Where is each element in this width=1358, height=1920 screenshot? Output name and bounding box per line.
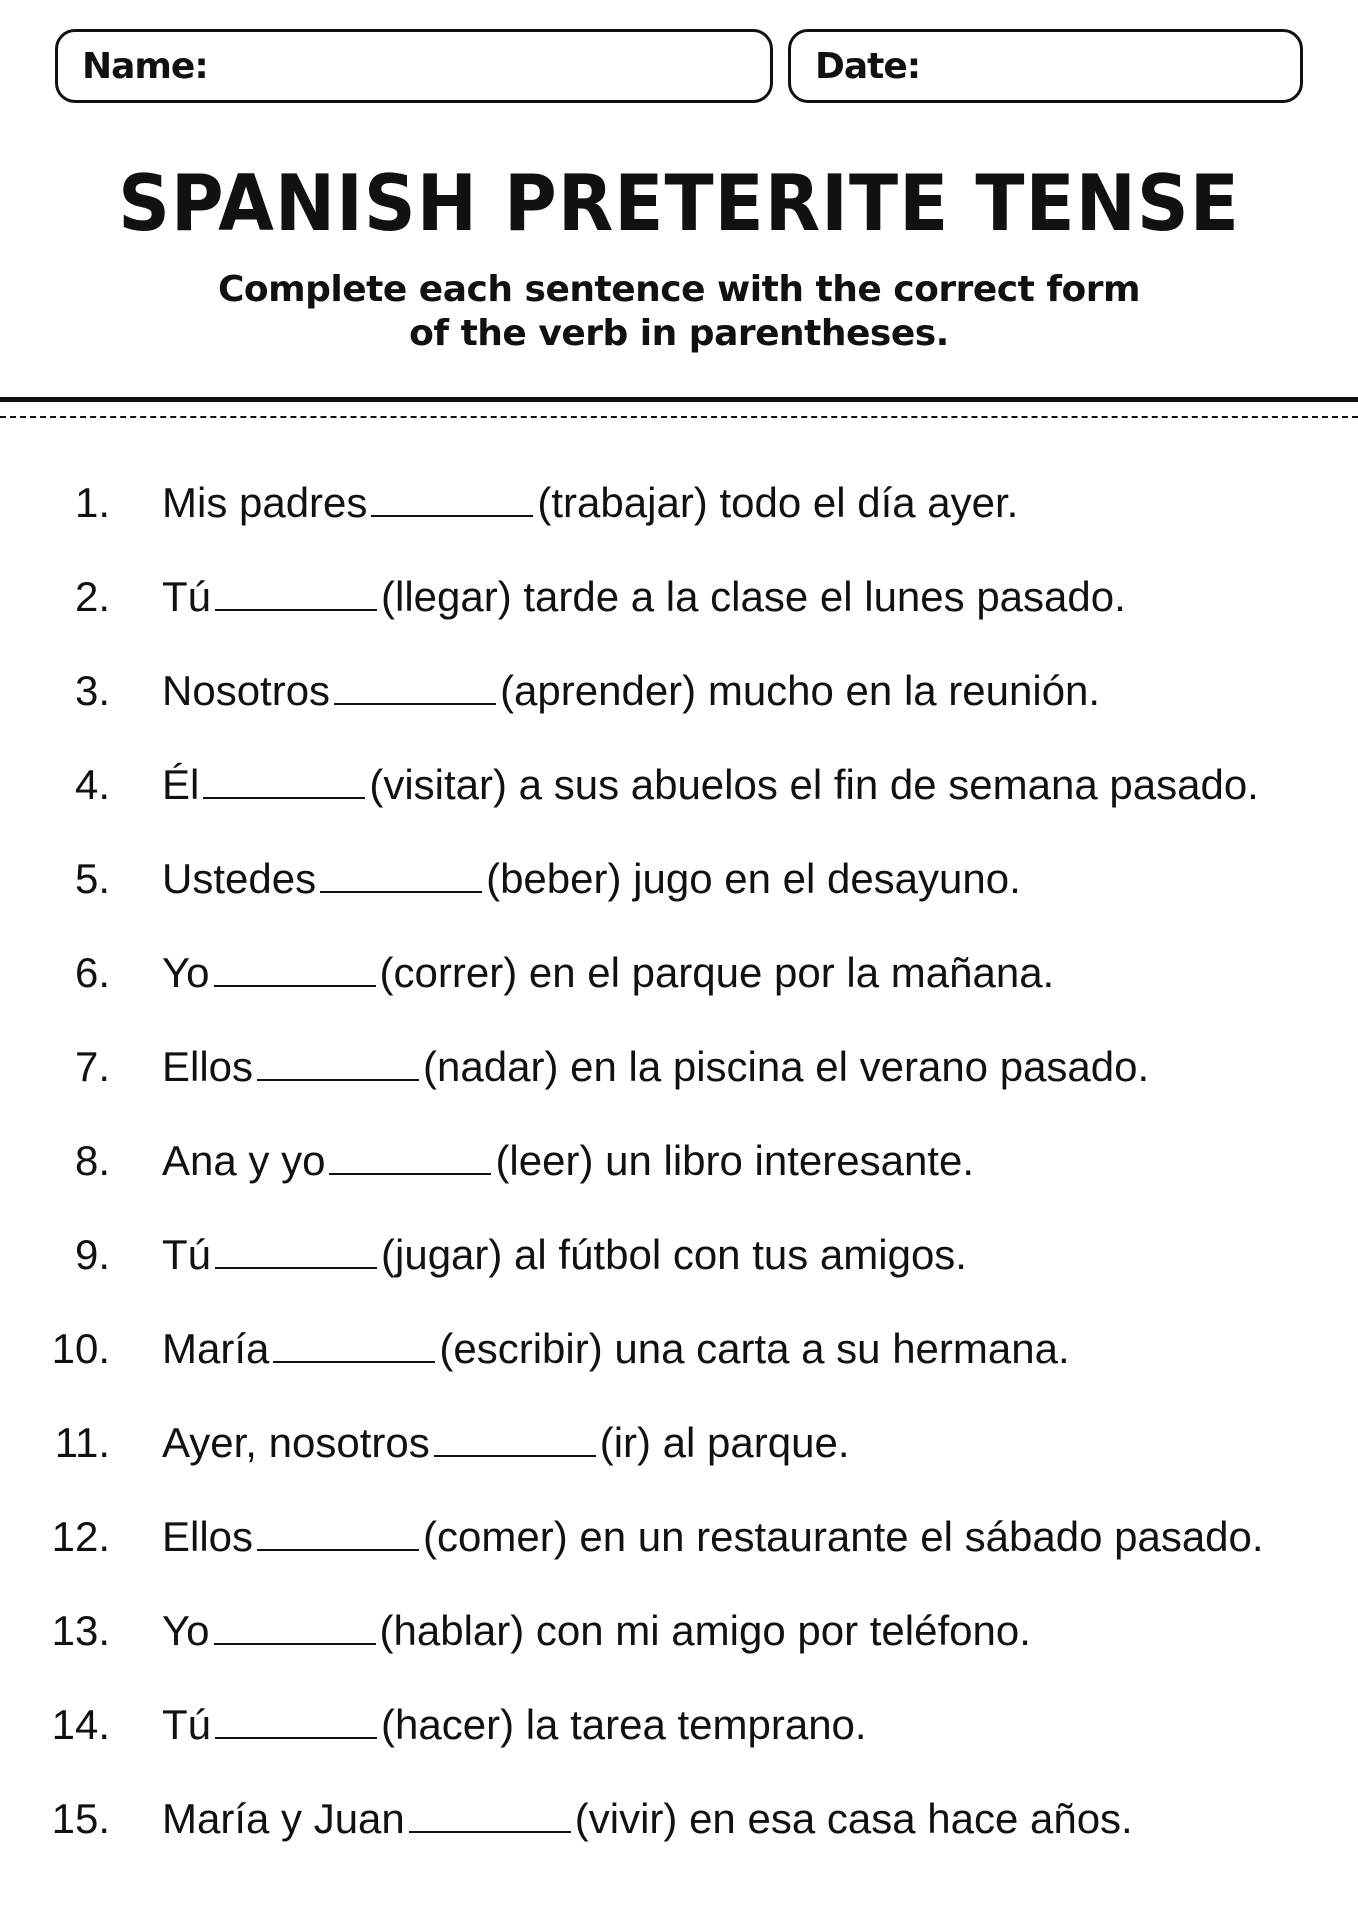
question-item	[0, 1227, 1358, 1321]
sentence-subject: Ayer, nosotros	[162, 1419, 430, 1466]
sentence-subject: Ustedes	[162, 855, 317, 902]
question-item	[0, 1603, 1358, 1697]
question-number: 12.	[51, 1513, 110, 1560]
sentence-subject: Nosotros	[162, 667, 331, 714]
answer-blank[interactable]	[334, 663, 496, 705]
sentence-rest: (ir) al parque.	[599, 1419, 850, 1466]
question-sentence	[162, 1603, 1031, 1659]
question-number: 2.	[74, 573, 110, 620]
sentence-rest: (jugar) al fútbol con tus amigos.	[381, 1231, 967, 1278]
sentence-rest: (comer) en un restaurante el sábado pasado.	[423, 1513, 1264, 1560]
question-number: 6.	[74, 949, 110, 996]
answer-blank[interactable]	[273, 1321, 435, 1363]
dashed-divider	[0, 416, 1358, 418]
sentence-subject: María y Juan	[162, 1795, 405, 1842]
answer-blank[interactable]	[409, 1791, 571, 1833]
question-number: 5.	[74, 855, 110, 902]
sentence-subject: Ellos	[162, 1513, 254, 1560]
answer-blank[interactable]	[434, 1415, 596, 1457]
answer-blank[interactable]	[215, 1227, 377, 1269]
sentence-rest: (leer) un libro interesante.	[495, 1137, 975, 1184]
date-label: Date:	[815, 45, 921, 87]
question-item	[0, 1039, 1358, 1133]
sentence-subject: Yo	[162, 949, 210, 996]
question-number: 11.	[54, 1419, 110, 1466]
question-sentence	[162, 569, 1126, 625]
sentence-subject: María	[162, 1325, 270, 1372]
sentence-rest: (vivir) en esa casa hace años.	[574, 1795, 1133, 1842]
answer-blank[interactable]	[371, 475, 533, 517]
question-item	[0, 1321, 1358, 1415]
answer-blank[interactable]	[329, 1133, 491, 1175]
question-number: 1.	[74, 479, 110, 526]
question-item	[0, 475, 1358, 569]
question-number: 7.	[74, 1043, 110, 1090]
sentence-subject: Ellos	[162, 1043, 254, 1090]
question-item	[0, 1697, 1358, 1791]
question-sentence	[162, 1791, 1133, 1847]
sentence-rest: (nadar) en la piscina el verano pasado.	[423, 1043, 1150, 1090]
question-sentence	[162, 1133, 974, 1189]
question-item	[0, 1791, 1358, 1885]
answer-blank[interactable]	[320, 851, 482, 893]
question-list	[0, 475, 1358, 1885]
answer-blank[interactable]	[215, 1697, 377, 1739]
question-sentence	[162, 945, 1054, 1001]
sentence-subject: Él	[162, 761, 200, 808]
date-field[interactable]	[788, 29, 1303, 103]
question-item	[0, 945, 1358, 1039]
answer-blank[interactable]	[257, 1039, 419, 1081]
question-item	[0, 1509, 1358, 1603]
question-sentence	[162, 1697, 867, 1753]
sentence-rest: (hacer) la tarea temprano.	[381, 1701, 867, 1748]
question-sentence	[162, 1509, 1264, 1565]
sentence-rest: (correr) en el parque por la mañana.	[379, 949, 1055, 996]
instructions	[0, 268, 1358, 356]
sentence-subject: Mis padres	[162, 479, 368, 526]
question-sentence	[162, 1227, 967, 1283]
solid-divider	[0, 397, 1358, 402]
question-sentence	[162, 475, 1018, 531]
name-field[interactable]	[55, 29, 773, 103]
answer-blank[interactable]	[214, 945, 376, 987]
question-number: 8.	[74, 1137, 110, 1184]
question-item	[0, 851, 1358, 945]
question-sentence	[162, 1415, 849, 1471]
question-number: 14.	[51, 1701, 110, 1748]
question-item	[0, 757, 1358, 851]
sentence-rest: (hablar) con mi amigo por teléfono.	[379, 1607, 1031, 1654]
sentence-rest: (llegar) tarde a la clase el lunes pasado.	[381, 573, 1126, 620]
question-item	[0, 1133, 1358, 1227]
instructions-line-2: of the verb in parentheses.	[409, 313, 949, 354]
sentence-subject: Tú	[162, 1231, 212, 1278]
sentence-rest: (trabajar) todo el día ayer.	[537, 479, 1019, 526]
sentence-subject: Tú	[162, 1701, 212, 1748]
answer-blank[interactable]	[214, 1603, 376, 1645]
answer-blank[interactable]	[215, 569, 377, 611]
question-number: 10.	[51, 1325, 110, 1372]
question-item	[0, 663, 1358, 757]
answer-blank[interactable]	[203, 757, 365, 799]
question-sentence	[162, 1321, 1070, 1377]
sentence-rest: (beber) jugo en el desayuno.	[486, 855, 1021, 902]
question-number: 4.	[74, 761, 110, 808]
question-item	[0, 1415, 1358, 1509]
question-sentence	[162, 1039, 1149, 1095]
sentence-subject: Yo	[162, 1607, 210, 1654]
question-number: 13.	[51, 1607, 110, 1654]
question-item	[0, 569, 1358, 663]
sentence-rest: (visitar) a sus abuelos el fin de semana pasado.	[369, 761, 1259, 808]
sentence-rest: (aprender) mucho en la reunión.	[500, 667, 1101, 714]
answer-blank[interactable]	[257, 1509, 419, 1551]
sentence-rest: (escribir) una carta a su hermana.	[439, 1325, 1070, 1372]
question-sentence	[162, 851, 1021, 907]
question-sentence	[162, 757, 1259, 813]
question-number: 3.	[74, 667, 110, 714]
question-number: 9.	[74, 1231, 110, 1278]
name-label: Name:	[82, 45, 208, 87]
question-sentence	[162, 663, 1100, 719]
sentence-subject: Ana y yo	[162, 1137, 326, 1184]
page-title: SPANISH PRETERITE TENSE	[118, 157, 1240, 249]
instructions-line-1: Complete each sentence with the correct form	[217, 269, 1141, 310]
sentence-subject: Tú	[162, 573, 212, 620]
question-number: 15.	[51, 1795, 110, 1842]
